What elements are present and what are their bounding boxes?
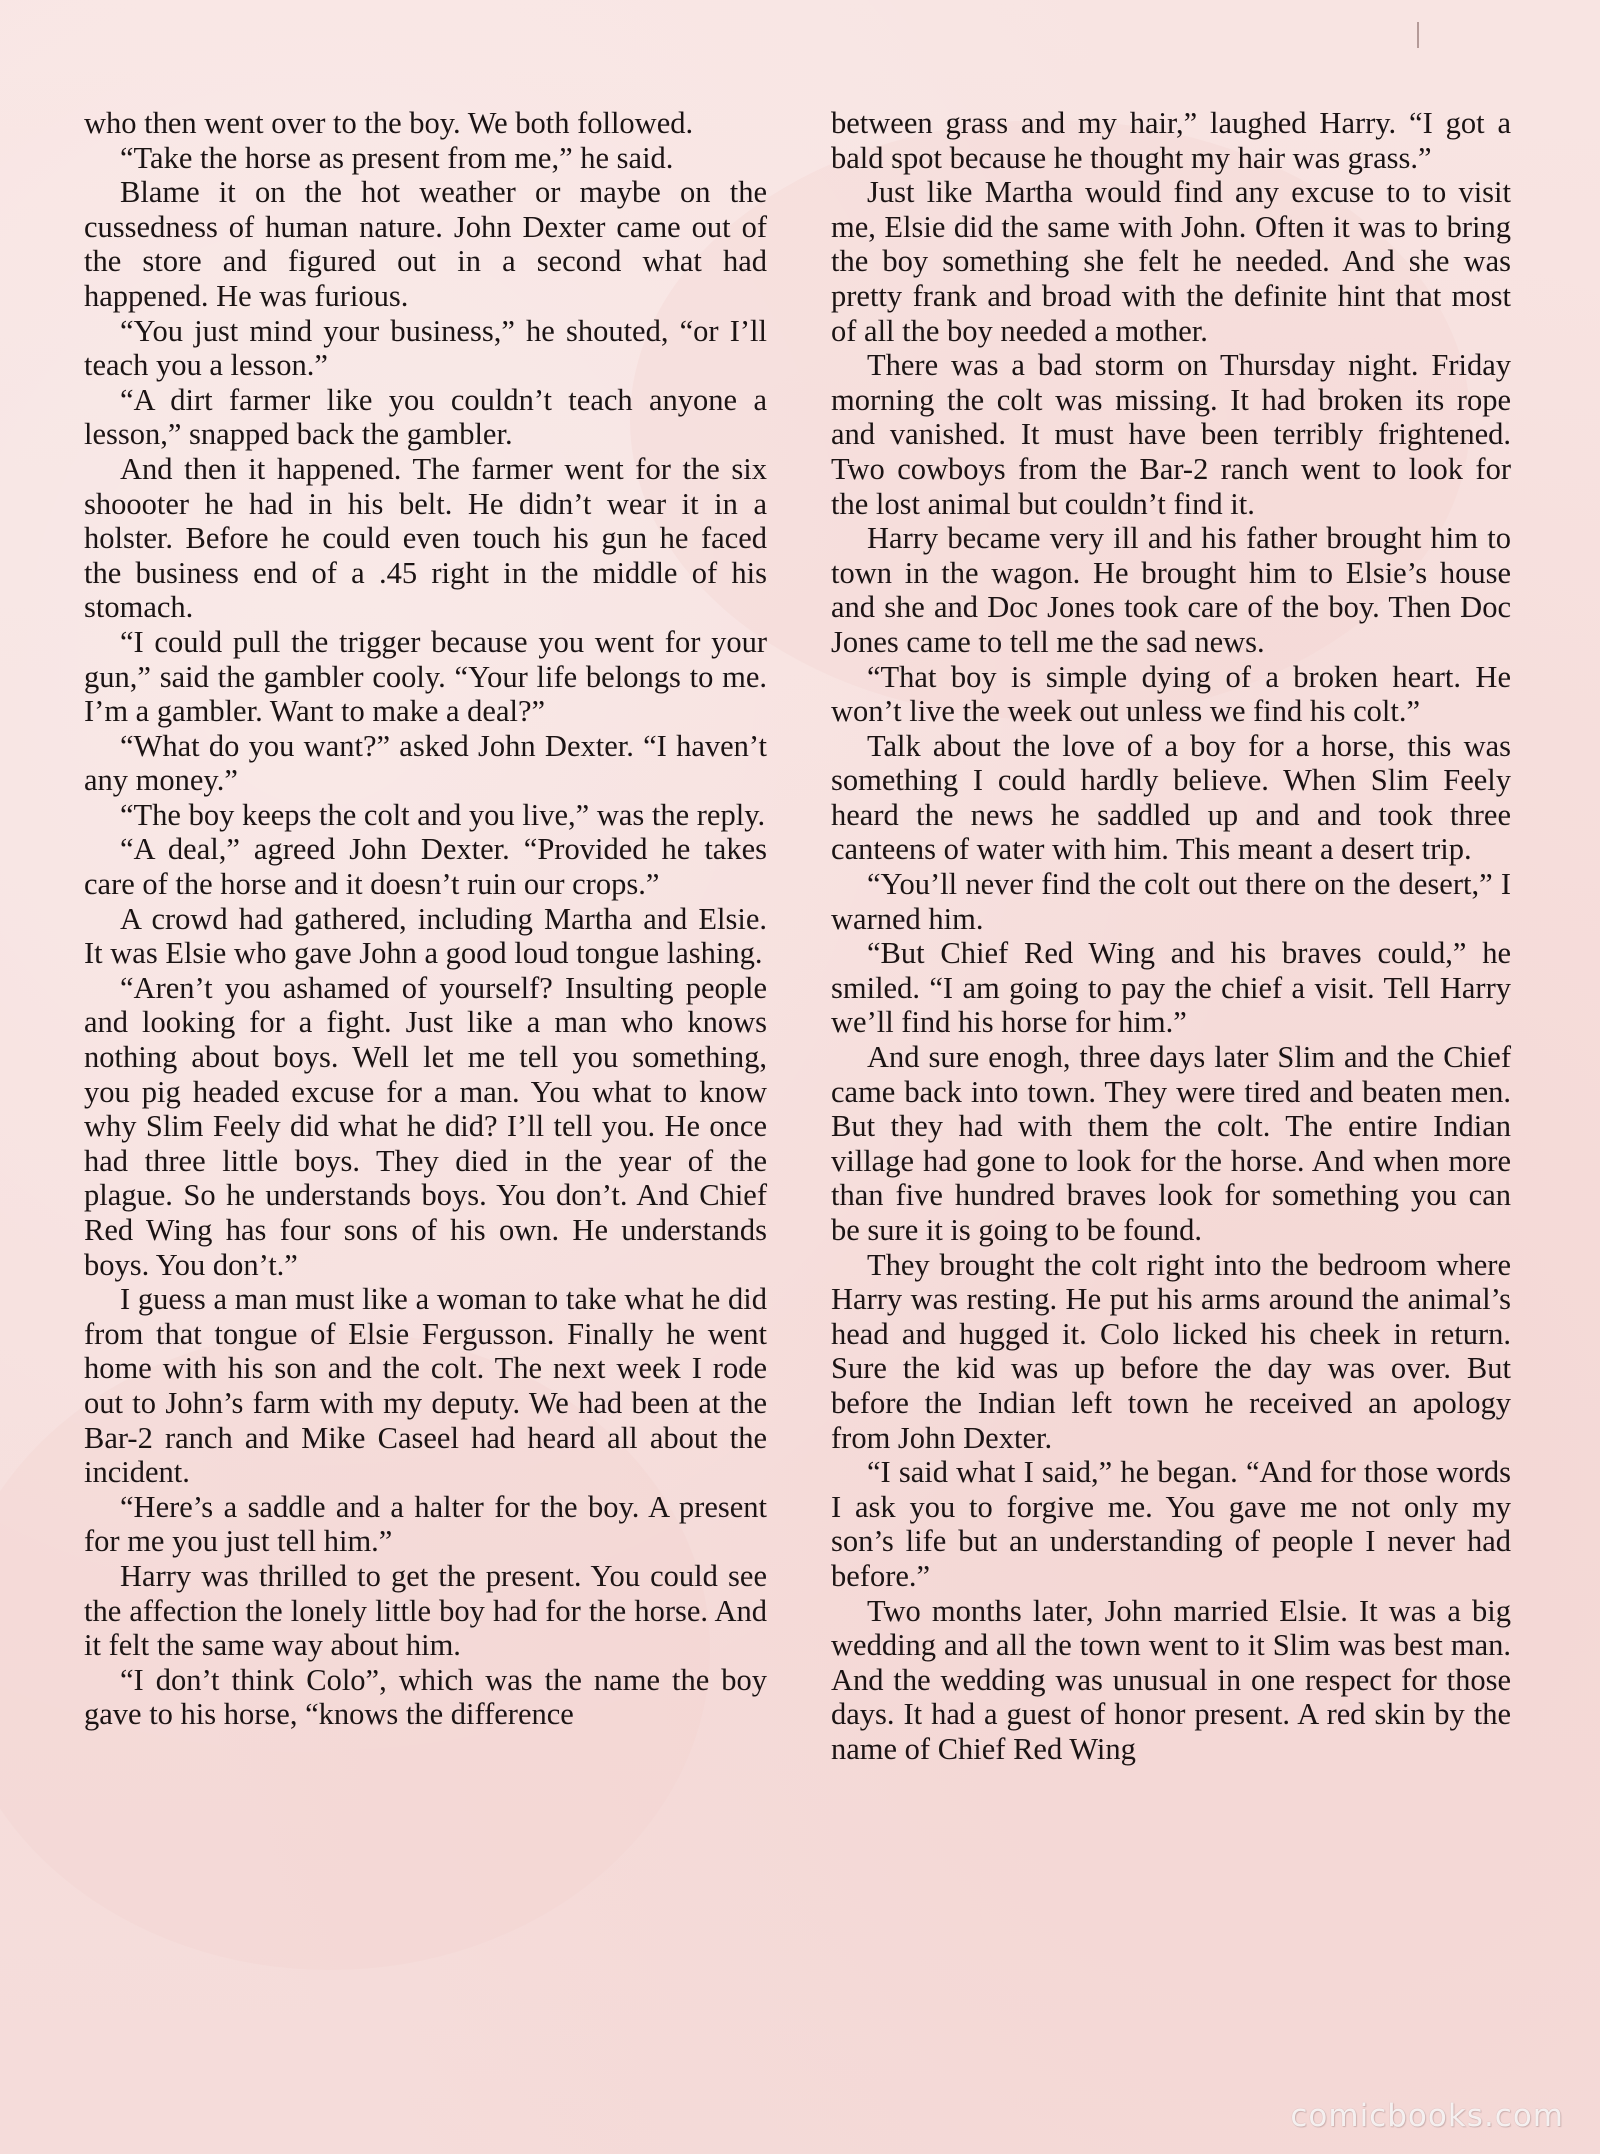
paragraph: “I don’t think Colo”, which was the name the boy gave to his horse, “knows the difference	[84, 1662, 767, 1732]
paragraph: who then went over to the boy. We both followed.	[84, 106, 694, 140]
paragraph: “But Chief Red Wing and his braves could,” he smiled. “I am going to pay the chief a visit. Tell Harry we’ll find his horse for him.”	[831, 936, 1511, 1040]
paragraph: Talk about the love of a boy for a horse, this was something I could hardly believe. When Slim Feely heard the news he saddled up and and took three canteens of water with him. This meant a desert trip.	[831, 728, 1511, 867]
paragraph: “You just mind your business,” he shouted, “or I’ll teach you a lesson.”	[84, 313, 767, 383]
paragraph: I guess a man must like a woman to take what he did from that tongue of Elsie Fergusson. Finally he went home with his son and the colt. The next week I rode out to John’s farm with my deputy. We had been at the Bar-2 ranch and Mike Caseel had heard all about the incident.	[84, 1282, 767, 1490]
paragraph: Just like Martha would find any excuse to to visit me, Elsie did the same with John. Often it was to bring the boy something she felt he needed. And she was pretty frank and broad with the definite hint that most of all the boy needed a mother.	[831, 175, 1511, 348]
paragraph: “Here’s a saddle and a halter for the boy. A present for me you just tell him.”	[84, 1489, 767, 1559]
paragraph: They brought the colt right into the bedroom where Harry was resting. He put his arms around the animal’s head and hugged it. Colo licked his cheek in return. Sure the kid was up before the day was over. But before the Indian left town he received an apology from John Dexter.	[831, 1247, 1511, 1455]
paragraph: “You’ll never find the colt out there on the desert,” I warned him.	[831, 867, 1511, 936]
paragraph: “A deal,” agreed John Dexter. “Provided he takes care of the horse and it doesn’t ruin our crops.”	[84, 832, 767, 902]
paragraph: “I could pull the trigger because you went for your gun,” said the gambler cooly. “Your life belongs to me. I’m a gambler. Want to make a deal?”	[84, 624, 767, 729]
paragraph: Blame it on the hot weather or maybe on the cussedness of human nature. John Dexter came out of the store and figured out in a second what had happened. He was furious.	[84, 175, 767, 313]
paragraph: “A dirt farmer like you couldn’t teach anyone a lesson,” snapped back the gambler.	[84, 382, 767, 452]
paragraph: And sure enogh, three days later Slim and the Chief came back into town. They were tired and beaten men. But they had with them the colt. The entire Indian village had gone to look for the horse. And when more than five hundred braves look for something you can be sure it is going to be found.	[831, 1040, 1511, 1247]
paragraph: Two months later, John married Elsie. It was a big wedding and all the town went to it Slim was best man. And the wedding was unusual in one respect for those days. It had a guest of honor present. A red skin by the name of Chief Red Wing	[831, 1593, 1511, 1766]
paragraph: And then it happened. The farmer went for the six shoooter he had in his belt. He didn’t wear it in a holster. Before he could even touch his gun he faced the business end of a .45 right in the middle of his stomach.	[84, 451, 767, 625]
paragraph: “That boy is simple dying of a broken heart. He won’t live the week out unless we find his colt.”	[831, 659, 1511, 729]
paragraph: A crowd had gathered, including Martha and Elsie. It was Elsie who gave John a good loud tongue lashing.	[84, 901, 767, 971]
paragraph: “The boy keeps the colt and you live,” was the reply.	[120, 797, 766, 832]
paragraph: Harry became very ill and his father brought him to town in the wagon. He brought him to Elsie’s house and she and Doc Jones took care of the boy. Then Doc Jones came to tell me the sad news.	[831, 521, 1511, 659]
paragraph: “Aren’t you ashamed of yourself? Insulting people and looking for a fight. Just like a man who knows nothing about boys. Well let me tell you something, you pig headed excuse for a man. You what to know why Slim Feely did what he did? I’ll tell you. He once had three little boys. They died in the year of the plague. So he understands boys. You don’t. And Chief Red Wing has four sons of his own. He understands boys. You don’t.”	[84, 970, 767, 1282]
paragraph: “What do you want?” asked John Dexter. “I haven’t any money.”	[84, 728, 767, 798]
paragraph: There was a bad storm on Thursday night. Friday morning the colt was missing. It had broken its rope and vanished. It must have been terribly frightened. Two cowboys from the Bar-2 ranch went to look for the lost animal but couldn’t find it.	[831, 348, 1511, 521]
paragraph: between grass and my hair,” laughed Harry. “I got a bald spot because he thought my hair was grass.”	[831, 106, 1511, 175]
paragraph: “Take the horse as present from me,” he said.	[120, 140, 674, 175]
right-text-column	[831, 106, 1511, 1767]
left-text-column	[84, 106, 767, 1732]
paragraph: “I said what I said,” he began. “And for those words I ask you to forgive me. You gave me not only my son’s life but an understanding of people I never had before.”	[831, 1455, 1511, 1593]
site-watermark: comicbooks.com	[1290, 2098, 1564, 2134]
paragraph: Harry was thrilled to get the present. You could see the affection the lonely little boy had for the horse. And it felt the same way about him.	[84, 1558, 767, 1663]
